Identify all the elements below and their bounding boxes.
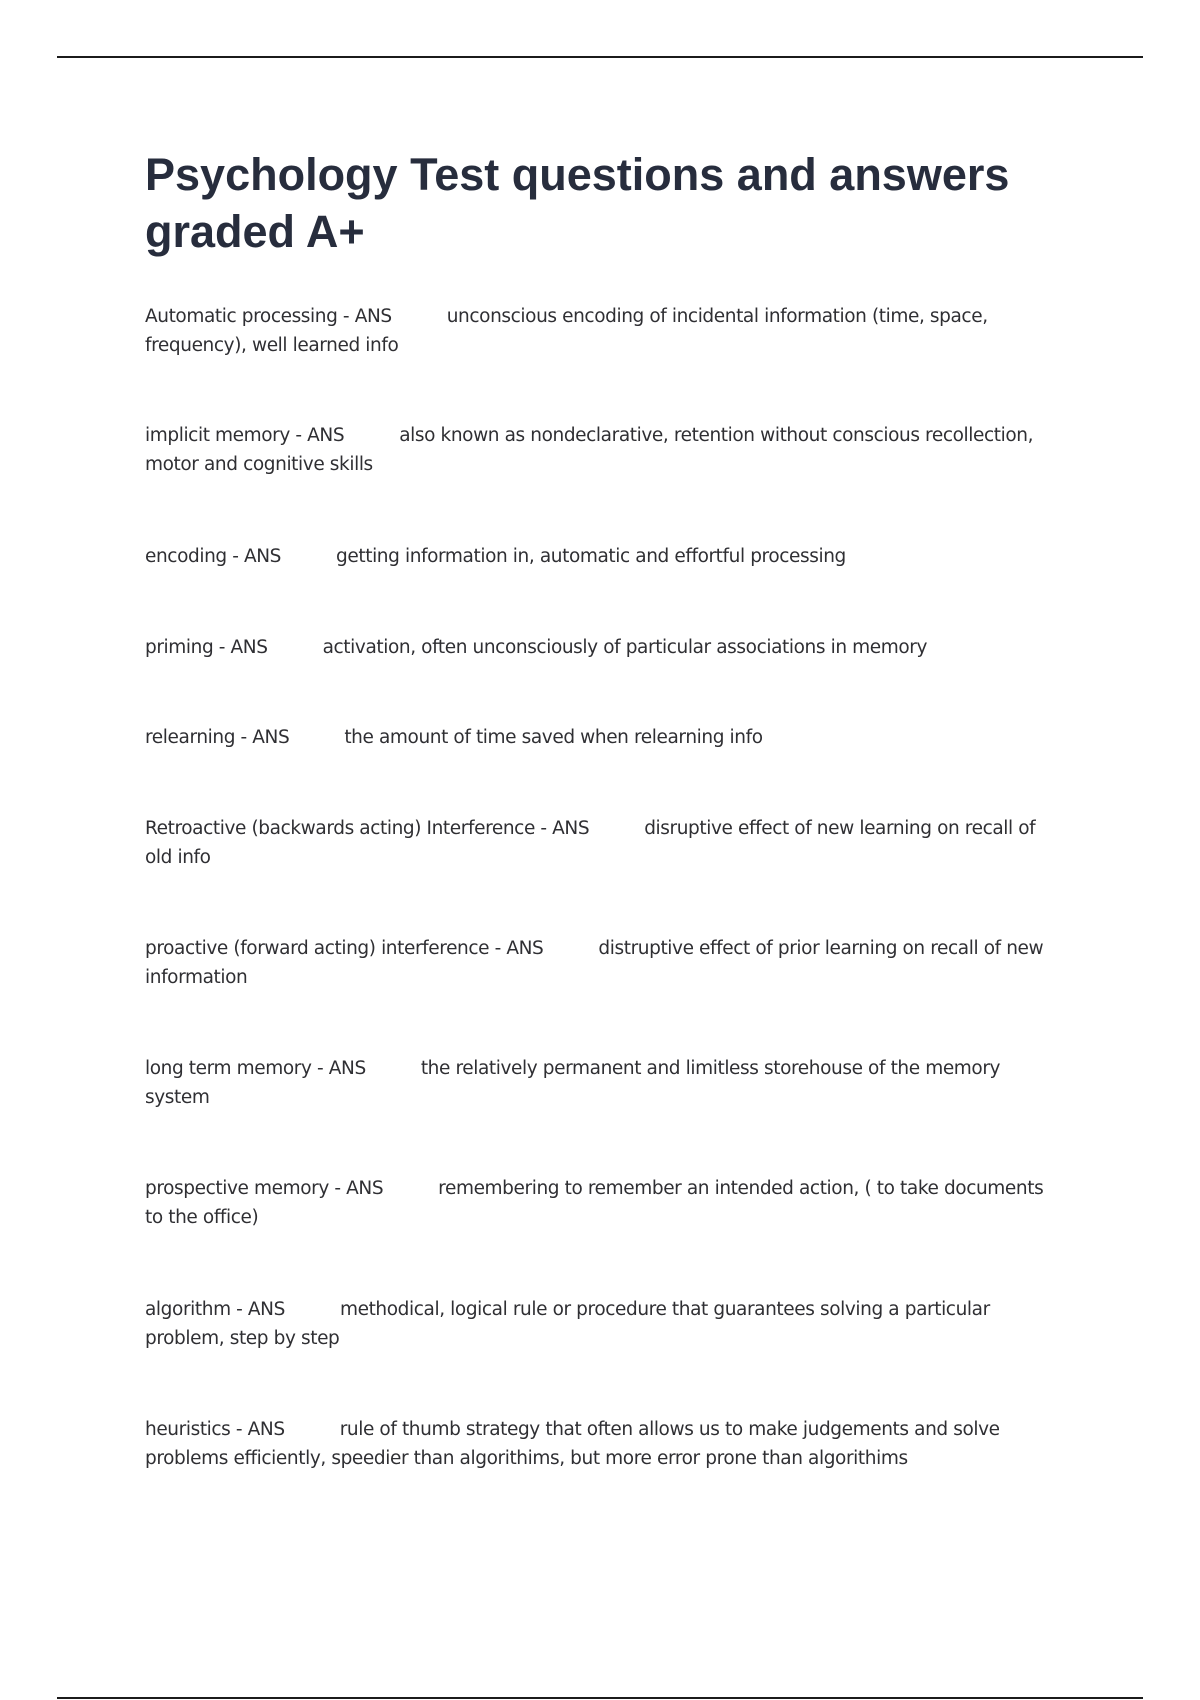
qa-item-prospective-memory [145, 1174, 1065, 1232]
qa-term: Retroactive (backwards acting) Interference - ANS [145, 818, 590, 839]
qa-answer: the relatively permanent and limitless storehouse of the memory system [145, 1058, 1001, 1108]
qa-answer: disruptive effect of new learning on recall of old info [145, 818, 1036, 868]
qa-term: long term memory - ANS [145, 1058, 366, 1079]
qa-answer: distruptive effect of prior learning on recall of new information [145, 938, 1044, 988]
qa-term: implicit memory - ANS [145, 425, 345, 446]
qa-item-heuristics [145, 1415, 1065, 1473]
qa-term: heuristics - ANS [145, 1419, 285, 1440]
header-divider [57, 56, 1143, 58]
qa-answer: getting information in, automatic and effortful processing [336, 546, 846, 567]
qa-item-priming [145, 633, 1065, 662]
footer-divider [57, 1697, 1143, 1699]
qa-item-long-term-memory [145, 1054, 1065, 1112]
qa-answer: the amount of time saved when relearning info [344, 727, 763, 748]
qa-term: algorithm - ANS [145, 1299, 285, 1320]
qa-term: priming - ANS [145, 637, 268, 658]
qa-term: relearning - ANS [145, 727, 290, 748]
qa-answer: rule of thumb strategy that often allows us to make judgements and solve problems efficiently, speedier than algorithims, but more error prone than algorithims [145, 1419, 1000, 1469]
qa-answer: remembering to remember an intended action, ( to take documents to the office) [145, 1178, 1044, 1228]
qa-answer: unconscious encoding of incidental information (time, space, frequency), well learned info [145, 306, 988, 356]
qa-answer: activation, often unconsciously of particular associations in memory [322, 637, 928, 658]
page-title: Psychology Test questions and answers graded A+ [145, 149, 1010, 257]
qa-term: prospective memory - ANS [145, 1178, 384, 1199]
qa-item-algorithm [145, 1295, 1065, 1353]
qa-term: Automatic processing - ANS [145, 306, 392, 327]
qa-term: proactive (forward acting) interference - ANS [145, 938, 544, 959]
qa-item-proactive-interference [145, 934, 1065, 992]
qa-answer: methodical, logical rule or procedure that guarantees solving a particular problem, step by step [145, 1299, 990, 1349]
qa-item-encoding [145, 542, 1065, 571]
qa-item-retroactive-interference [145, 814, 1065, 872]
qa-item-relearning [145, 723, 1065, 752]
qa-term: encoding - ANS [145, 546, 282, 567]
qa-item-implicit-memory [145, 421, 1065, 479]
qa-answer: also known as nondeclarative, retention without conscious recollection, motor and cognitive skills [145, 425, 1034, 475]
qa-item-automatic-processing [145, 302, 1065, 360]
